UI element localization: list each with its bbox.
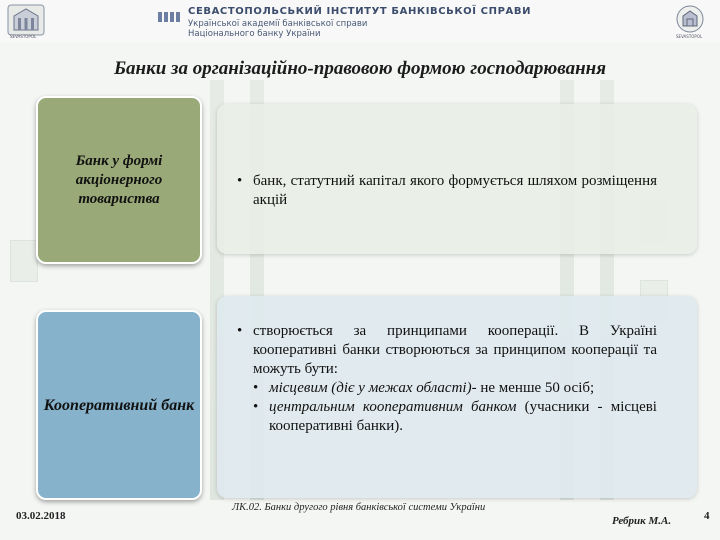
bullet-text: створюється за принципами кооперації. В Україні кооперативні банки створюються за принципом кооперації та можуть бути: [253, 323, 657, 377]
bullet-list [237, 172, 657, 210]
left-seal-caption: SEVASTOPOL [10, 34, 37, 39]
bullet-list [237, 322, 657, 436]
page-number: 4 [704, 510, 710, 522]
institute-seal-icon [6, 4, 46, 38]
bullet-item: • банк, статутний капітал якого формується шляхом розміщення акцій [237, 172, 657, 210]
header-title: СЕВАСТОПОЛЬСЬКИЙ ІНСТИТУТ БАНКІВСЬКОЇ СПРАВИ [188, 6, 532, 17]
right-seal-caption: SEVASTOPOL [676, 34, 703, 39]
footer-date: 03.02.2018 [16, 510, 66, 522]
footer-course-title: ЛК.02. Банки другого рівня банківської системи України [232, 502, 486, 513]
sub-bullet-central [253, 398, 657, 436]
sub-bullet-italic: місцевим (діє у межах області) [269, 380, 472, 396]
header-subtitle-line1: Української академії банківської справи [188, 19, 368, 29]
joint-stock-bank-label: Банк у формі акціонерного товариства [36, 96, 202, 264]
sub-bullet-italic: центральним кооперативним банком [269, 399, 517, 415]
bank-emblem-icon [670, 4, 710, 38]
backdrop-window [10, 240, 38, 282]
sub-bullet-list [253, 379, 657, 436]
cooperative-bank-label: Кооперативний банк [36, 310, 202, 500]
definition-panel-cooperative [217, 296, 697, 498]
sub-bullet-local [253, 379, 657, 398]
bullet-item [237, 322, 657, 436]
sub-bullet-rest: (учасники - місцеві кооперативні банки). [269, 399, 657, 434]
sub-bullet-rest: - не менше 50 осіб; [471, 380, 595, 396]
header-stripes-icon [158, 10, 180, 24]
footer-author: Ребрик М.А. [612, 515, 672, 527]
definition-panel-joint-stock [217, 104, 697, 254]
slide-title: Банки за організаційно-правовою формою господарювання [113, 58, 607, 79]
header-banner [0, 0, 720, 42]
header-subtitle-line2: Національного банку України [188, 29, 321, 39]
